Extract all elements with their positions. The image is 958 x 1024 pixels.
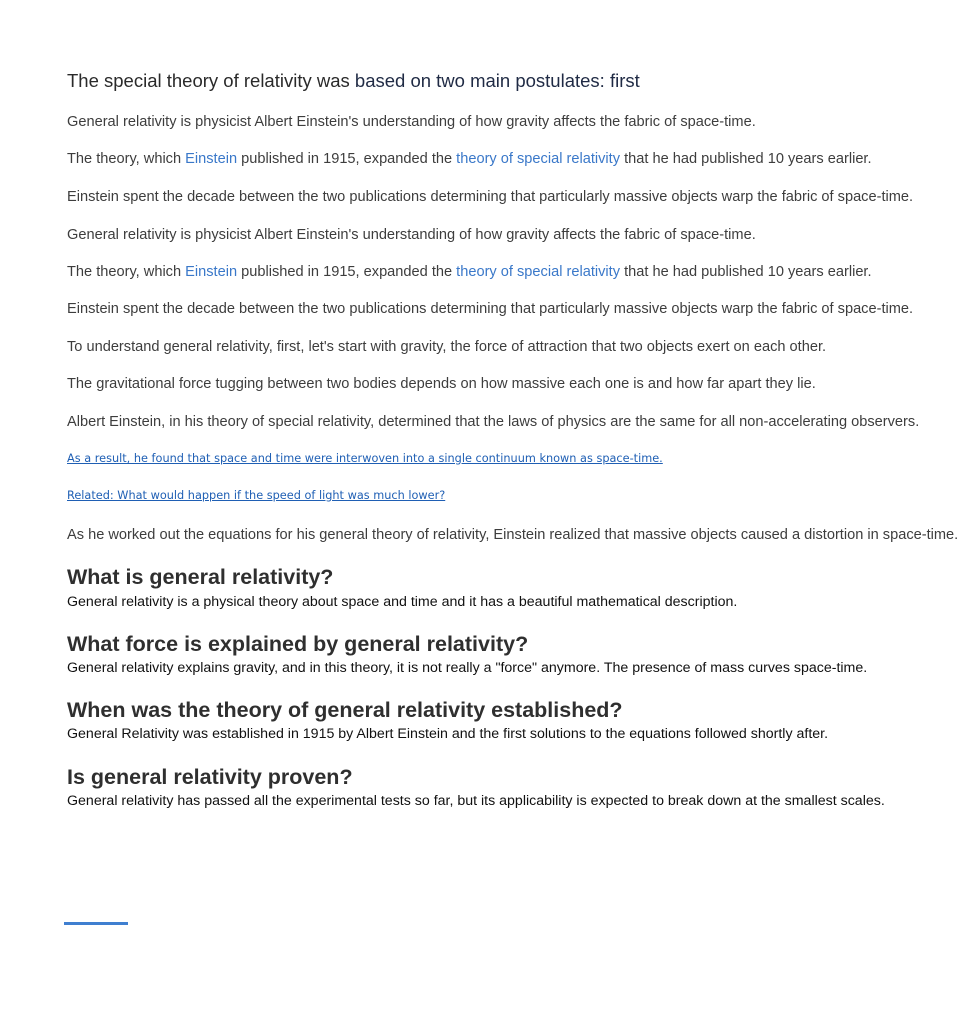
faq-answer-3: General Relativity was established in 1915 by Albert Einstein and the first solutions to the equations followed shortly after. <box>67 726 829 742</box>
paragraph-2 <box>67 151 872 167</box>
related-link[interactable]: Related: What would happen if the speed of light was much lower? <box>67 489 446 502</box>
paragraph-5-text-b: published in 1915, expanded the <box>237 264 457 280</box>
paragraph-8: The gravitational force tugging between two bodies depends on how massive each one is and how far apart they lie. <box>67 376 816 392</box>
einstein-link[interactable]: Einstein <box>185 151 238 167</box>
special-relativity-link[interactable]: theory of special relativity <box>456 151 621 167</box>
paragraph-10: As he worked out the equations for his general theory of relativity, Einstein realized that massive objects caused a distortion in space-time. <box>67 527 958 543</box>
space-time-link[interactable]: As a result, he found that space and time were interwoven into a single continuum known as space-time. <box>67 452 663 465</box>
paragraph-2-text-c: that he had published 10 years earlier. <box>620 151 872 167</box>
title-part-2: based on two main postulates: first <box>354 70 640 91</box>
article-body <box>67 0 958 1024</box>
paragraph-2-text-a: The theory, which <box>67 151 186 167</box>
paragraph-3: Einstein spent the decade between the two publications determining that particularly massive objects warp the fabric of space-time. <box>67 189 914 205</box>
paragraph-5-text-c: that he had published 10 years earlier. <box>620 264 872 280</box>
paragraph-4: General relativity is physicist Albert Einstein's understanding of how gravity affects the fabric of space-time. <box>67 227 756 243</box>
paragraph-1: General relativity is physicist Albert Einstein's understanding of how gravity affects the fabric of space-time. <box>67 114 756 130</box>
paragraph-5 <box>67 264 872 280</box>
faq-question-3: When was the theory of general relativity established? <box>67 698 623 722</box>
accent-divider <box>64 922 128 925</box>
faq-answer-1: General relativity is a physical theory about space and time and it has a beautiful mathematical description. <box>67 594 738 610</box>
special-relativity-link-2[interactable]: theory of special relativity <box>456 264 621 280</box>
paragraph-5-text-a: The theory, which <box>67 264 186 280</box>
title-part-1: The special theory of relativity was <box>67 70 355 91</box>
paragraph-2-text-b: published in 1915, expanded the <box>237 151 457 167</box>
faq-question-4: Is general relativity proven? <box>67 765 353 789</box>
einstein-link-2[interactable]: Einstein <box>185 264 238 280</box>
paragraph-9: Albert Einstein, in his theory of special relativity, determined that the laws of physics are the same for all non-accelerating observers. <box>67 414 920 430</box>
faq-question-1: What is general relativity? <box>67 565 334 589</box>
faq-answer-4: General relativity has passed all the experimental tests so far, but its applicability is expected to break down at the smallest scales. <box>67 793 885 809</box>
faq-answer-2: General relativity explains gravity, and in this theory, it is not really a "force" anymore. The presence of mass curves space-time. <box>67 660 868 676</box>
paragraph-7: To understand general relativity, first, let's start with gravity, the force of attraction that two objects exert on each other. <box>67 339 827 355</box>
paragraph-6: Einstein spent the decade between the two publications determining that particularly massive objects warp the fabric of space-time. <box>67 301 914 317</box>
faq-question-2: What force is explained by general relativity? <box>67 632 529 656</box>
page-title <box>67 70 640 92</box>
